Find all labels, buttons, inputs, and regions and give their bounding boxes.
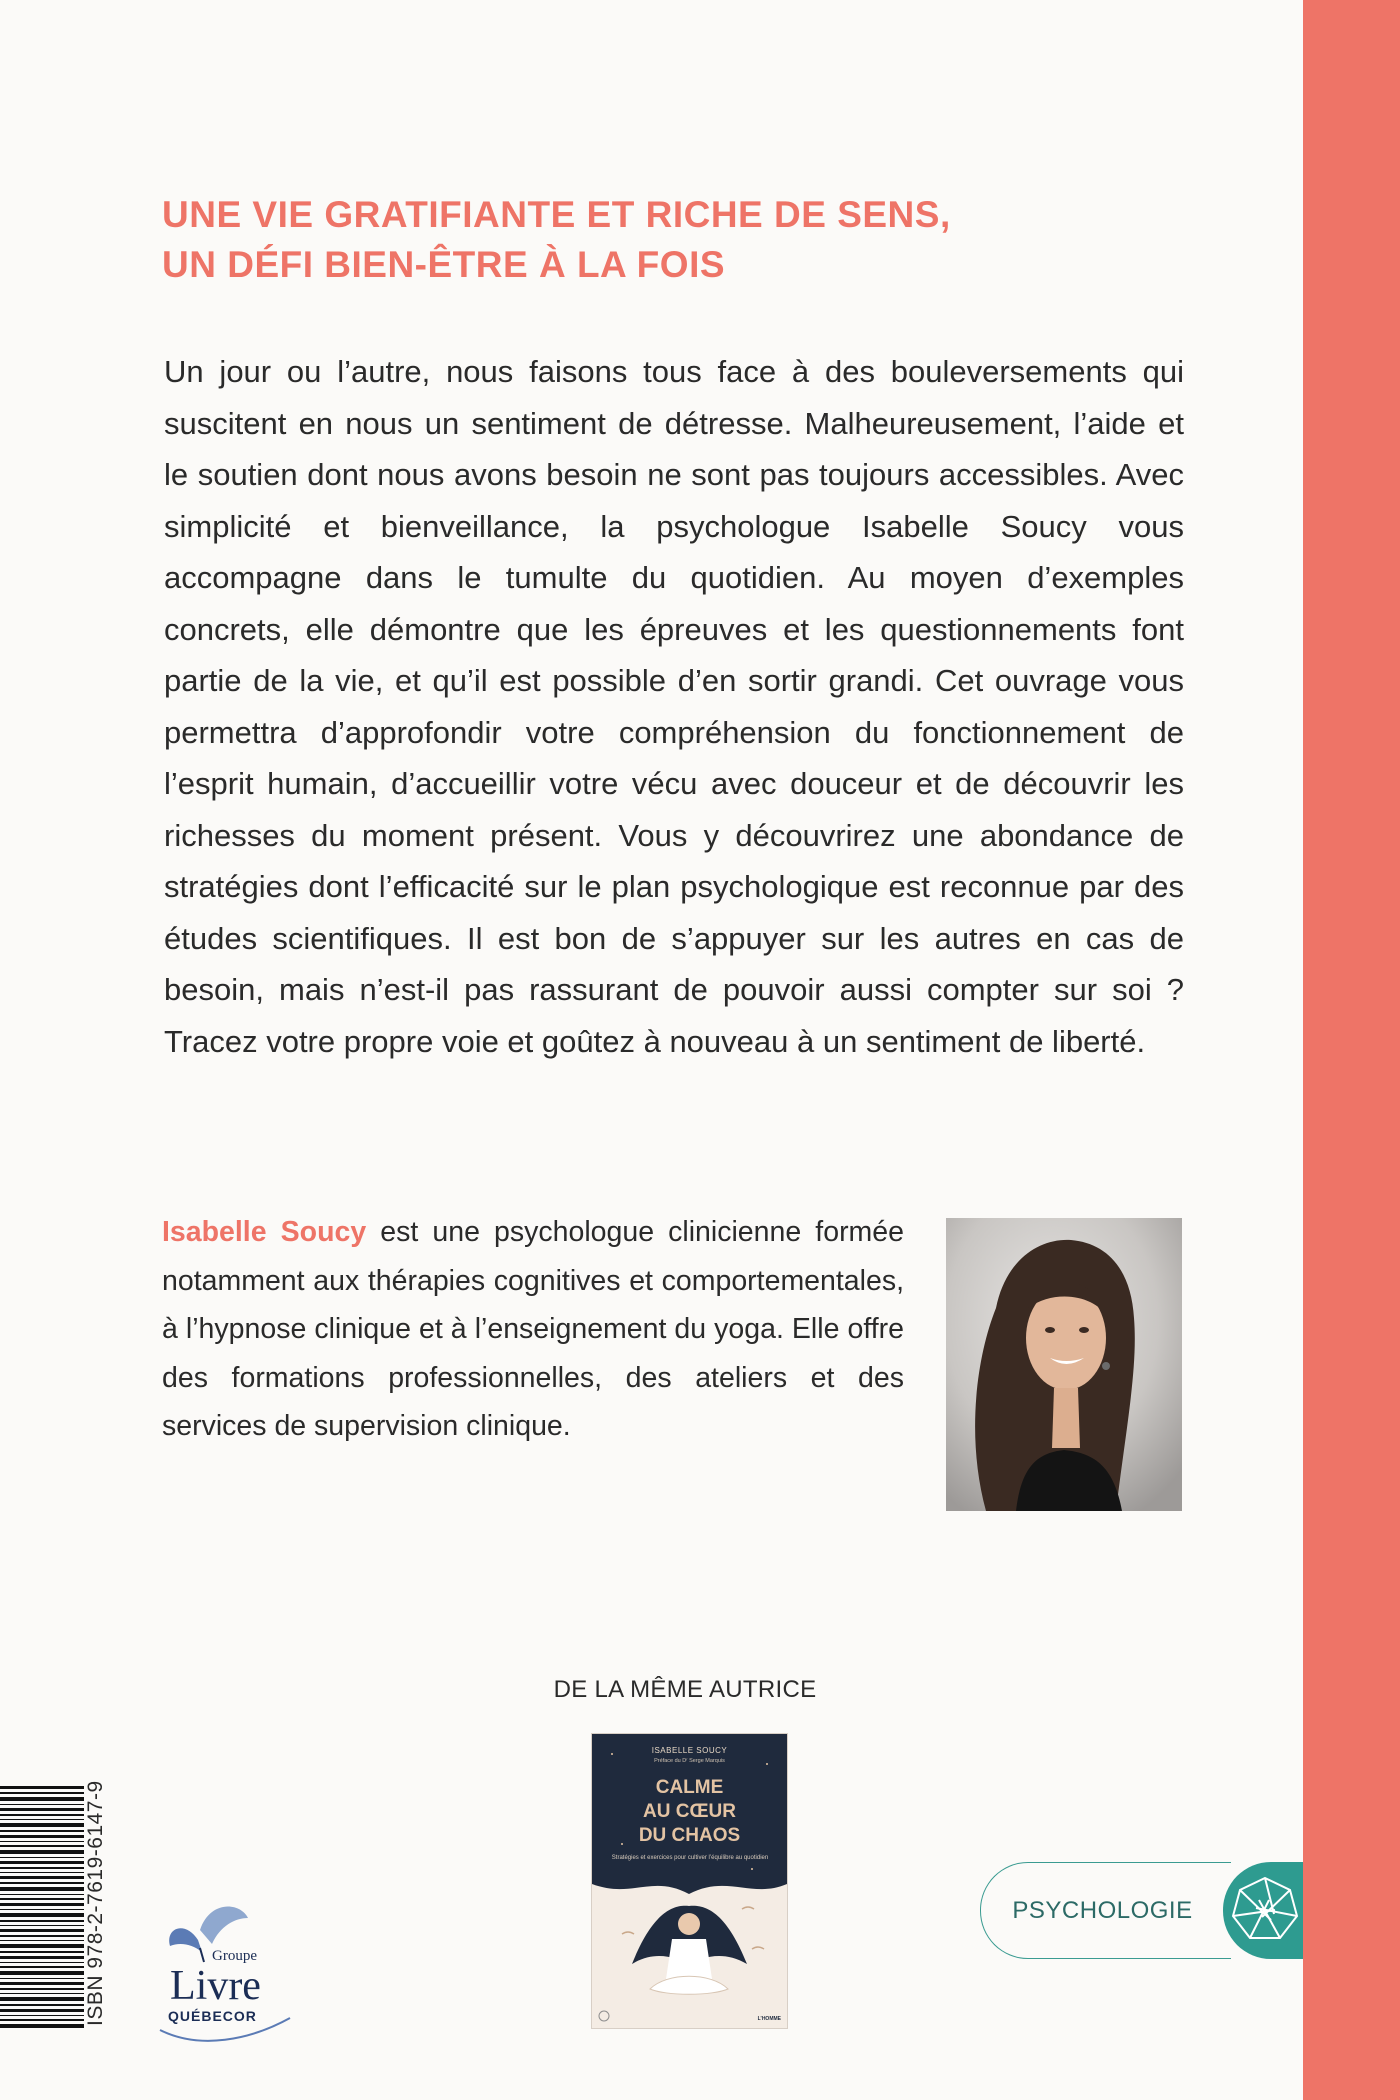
barcode <box>0 1786 84 2028</box>
barcode-image <box>0 1786 84 2028</box>
category-tab <box>1223 1862 1303 1959</box>
isbn-number: ISBN 978-2-7619-6147-9 <box>84 1780 107 2026</box>
book-title-line-3: DU CHAOS <box>638 1825 741 1846</box>
logo-quebecor-text: QUÉBECOR <box>168 2008 257 2024</box>
same-author-label: DE LA MÊME AUTRICE <box>553 1676 817 1703</box>
category-badge <box>980 1862 1303 1959</box>
author-bio <box>162 1208 904 1451</box>
book-title-line-1: CALME <box>655 1777 724 1798</box>
logo-groupe-text: Groupe <box>212 1948 257 1964</box>
author-photo <box>946 1218 1182 1511</box>
spine-band <box>1303 0 1400 2100</box>
author-portrait-image <box>946 1218 1182 1511</box>
book-publisher: L’HOMME <box>757 2016 781 2022</box>
publisher-logo <box>140 1900 300 2050</box>
summary-paragraph: Un jour ou l’autre, nous faisons tous face à des bouleversements qui suscitent en nous un sentiment de détresse. Malheureusement, l’aide et le soutien dont nous avons besoin ne sont pas toujours accessibles. Avec simplicité et bienveillance, la psychologue Isabelle Soucy vous accompagne dans le tumulte du quotidien. Au moyen d’exemples concrets, elle démontre que les épreuves et les questionnements font partie de la vie, et qu’il est possible d’en sortir grandi. Cet ouvrage vous permettra d’approfondir votre compréhension du fonctionnement de l’esprit humain, d’accueillir votre vécu avec douceur et de découvrir les richesses du moment présent. Vous y découvrirez une abondance de stratégies dont l’efficacité sur le plan psychologique est reconnue par des études scientifiques. Il est bon de s’appuyer sur les autres en cas de besoin, mais n’est-il pas rassurant de pouvoir aussi compter sur soi ? Tracez votre propre voie et goûtez à nouveau à un sentiment de liberté. <box>164 354 1184 1059</box>
book-subtitle: Stratégies et exercices pour cultiver l’équilibre au quotidien <box>611 1855 769 1861</box>
book-title-line-2: AU CŒUR <box>643 1801 736 1822</box>
book-author: ISABELLE SOUCY <box>651 1746 728 1755</box>
headline-line-1: UNE VIE GRATIFIANTE ET RICHE DE SENS, <box>162 194 951 235</box>
author-bio-text: est une psychologue clinicienne formée notamment aux thérapies cognitives et comportementales, à l’hypnose clinique et à l’enseignement du yoga. Elle offre des formations professionnelles, des ateliers et des services de supervision clinique. <box>162 1216 904 1442</box>
headline-line-2: UN DÉFI BIEN-ÊTRE À LA FOIS <box>162 244 726 285</box>
related-book-cover <box>592 1734 787 2028</box>
book-title <box>592 1776 787 1848</box>
headline <box>162 190 1162 290</box>
logo-livre-text: Livre <box>170 1963 261 2009</box>
category-label: PSYCHOLOGIE <box>1012 1897 1193 1924</box>
author-name: Isabelle Soucy <box>162 1216 367 1248</box>
aperture-icon <box>1225 1870 1305 1950</box>
book-preface: Préface du Dʳ Serge Marquis <box>654 1758 725 1764</box>
